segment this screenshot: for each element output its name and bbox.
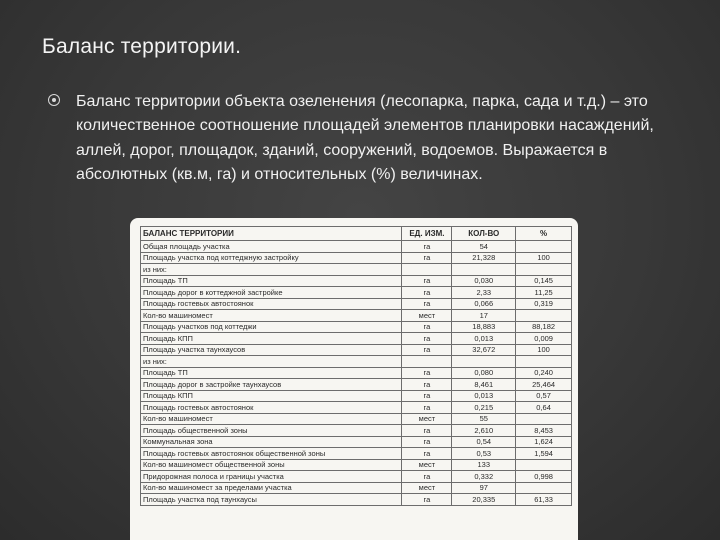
table-row — [141, 494, 572, 506]
table-cell: 54 — [452, 241, 516, 253]
table-cell: га — [402, 344, 452, 356]
table-cell: га — [402, 333, 452, 345]
territory-balance-table — [140, 226, 572, 506]
table-cell: 0,64 — [516, 402, 572, 414]
table-cell — [452, 264, 516, 276]
table-cell: Площадь КПП — [141, 390, 402, 402]
table-cell: 0,080 — [452, 367, 516, 379]
table-cell: Кол-во машиномест — [141, 310, 402, 322]
table-row — [141, 287, 572, 299]
table-row — [141, 252, 572, 264]
table-cell: 0,57 — [516, 390, 572, 402]
table-cell: га — [402, 275, 452, 287]
table-cell: га — [402, 287, 452, 299]
table-cell: Кол-во машиномест за пределами участка — [141, 482, 402, 494]
table-cell: Кол-во машиномест общественной зоны — [141, 459, 402, 471]
table-cell: 25,464 — [516, 379, 572, 391]
table-cell: 0,998 — [516, 471, 572, 483]
table-cell — [402, 264, 452, 276]
header-cell: БАЛАНС ТЕРРИТОРИИ — [141, 227, 402, 241]
table-row — [141, 436, 572, 448]
territory-balance-table-image — [130, 218, 578, 540]
table-cell: Кол-во машиномест — [141, 413, 402, 425]
table-cell: Площадь дорог в застройке таунхаусов — [141, 379, 402, 391]
table-cell: Общая площадь участка — [141, 241, 402, 253]
table-cell: Площадь общественной зоны — [141, 425, 402, 437]
table-cell: 88,182 — [516, 321, 572, 333]
table-cell: 2,610 — [452, 425, 516, 437]
table-cell: 0,54 — [452, 436, 516, 448]
table-cell: Площадь гостевых автостоянок — [141, 298, 402, 310]
table-cell: 1,624 — [516, 436, 572, 448]
table-cell: га — [402, 298, 452, 310]
table-cell — [402, 356, 452, 368]
table-cell: мест — [402, 310, 452, 322]
table-cell: 0,215 — [452, 402, 516, 414]
table-row — [141, 356, 572, 368]
circle-bullet-icon — [48, 94, 60, 106]
table-cell: га — [402, 448, 452, 460]
table-cell: 61,33 — [516, 494, 572, 506]
header-cell: ЕД. ИЗМ. — [402, 227, 452, 241]
table-cell: 133 — [452, 459, 516, 471]
table-row — [141, 310, 572, 322]
table-cell: Придорожная полоса и границы участка — [141, 471, 402, 483]
table-row — [141, 459, 572, 471]
table-row — [141, 448, 572, 460]
table-cell: 2,33 — [452, 287, 516, 299]
table-cell: 97 — [452, 482, 516, 494]
table-cell: га — [402, 390, 452, 402]
table-cell: га — [402, 241, 452, 253]
table-cell: мест — [402, 482, 452, 494]
table-row — [141, 390, 572, 402]
table-row — [141, 344, 572, 356]
table-row — [141, 241, 572, 253]
table-cell: 8,461 — [452, 379, 516, 391]
table-cell: га — [402, 425, 452, 437]
header-cell: % — [516, 227, 572, 241]
table-cell: Площадь ТП — [141, 367, 402, 379]
table-row — [141, 402, 572, 414]
table-cell — [516, 241, 572, 253]
table-row — [141, 425, 572, 437]
table-cell: 11,25 — [516, 287, 572, 299]
table-row — [141, 298, 572, 310]
table-cell: 0,145 — [516, 275, 572, 287]
table-cell: Площадь участка под таунхаусы — [141, 494, 402, 506]
table-cell: Площадь дорог в коттеджной застройке — [141, 287, 402, 299]
table-row — [141, 333, 572, 345]
table-cell: Коммунальная зона — [141, 436, 402, 448]
header-cell: КОЛ-ВО — [452, 227, 516, 241]
table-cell: мест — [402, 413, 452, 425]
table-cell: га — [402, 494, 452, 506]
table-cell — [516, 482, 572, 494]
table-cell: Площадь участка под коттеджную застройку — [141, 252, 402, 264]
table-cell: 0,030 — [452, 275, 516, 287]
table-cell — [452, 356, 516, 368]
table-cell: га — [402, 367, 452, 379]
table-cell: 0,013 — [452, 390, 516, 402]
table-cell — [516, 356, 572, 368]
table-cell: га — [402, 379, 452, 391]
table-cell — [516, 310, 572, 322]
table-cell: 100 — [516, 344, 572, 356]
table-cell: из них: — [141, 356, 402, 368]
table-cell: 1,594 — [516, 448, 572, 460]
table-row — [141, 379, 572, 391]
table-cell: га — [402, 321, 452, 333]
table-cell: из них: — [141, 264, 402, 276]
table-cell: 21,328 — [452, 252, 516, 264]
table-cell: га — [402, 252, 452, 264]
table-cell: Площадь участков под коттеджи — [141, 321, 402, 333]
table-cell: Площадь участка таунхаусов — [141, 344, 402, 356]
table-cell: 0,332 — [452, 471, 516, 483]
slide-title: Баланс территории. — [42, 35, 242, 58]
table-cell: 0,009 — [516, 333, 572, 345]
table-row — [141, 275, 572, 287]
table-cell — [516, 264, 572, 276]
table-header-row — [141, 227, 572, 241]
table-cell — [516, 459, 572, 471]
table-cell: Площадь гостевых автостоянок — [141, 402, 402, 414]
table-cell: 55 — [452, 413, 516, 425]
table-cell: 0,066 — [452, 298, 516, 310]
table-cell: 32,672 — [452, 344, 516, 356]
table-cell: 17 — [452, 310, 516, 322]
table-cell — [516, 413, 572, 425]
table-cell: Площадь гостевых автостоянок общественной зоны — [141, 448, 402, 460]
table-row — [141, 264, 572, 276]
table-row — [141, 482, 572, 494]
table-cell: га — [402, 402, 452, 414]
table-row — [141, 367, 572, 379]
table-row — [141, 321, 572, 333]
table-cell: га — [402, 471, 452, 483]
table-cell: 0,013 — [452, 333, 516, 345]
table-row — [141, 471, 572, 483]
table-cell: 20,335 — [452, 494, 516, 506]
table-cell: 100 — [516, 252, 572, 264]
table-cell: Площадь ТП — [141, 275, 402, 287]
table-row — [141, 413, 572, 425]
table-cell: Площадь КПП — [141, 333, 402, 345]
table-cell: мест — [402, 459, 452, 471]
table-cell: 0,240 — [516, 367, 572, 379]
bullet-text: Баланс территории объекта озеленения (лесопарка, парка, сада и т.д.) – это количественное соотношение площадей элементов планировки насаждений, аллей, дорог, площадок, зданий, сооружений, водоемов. Выражается в абсолютных (кв.м, га) и относительных (%) величинах. — [76, 93, 654, 183]
table-cell: 0,53 — [452, 448, 516, 460]
table-cell: 18,883 — [452, 321, 516, 333]
table-cell: га — [402, 436, 452, 448]
table-cell: 0,319 — [516, 298, 572, 310]
table-cell: 8,453 — [516, 425, 572, 437]
